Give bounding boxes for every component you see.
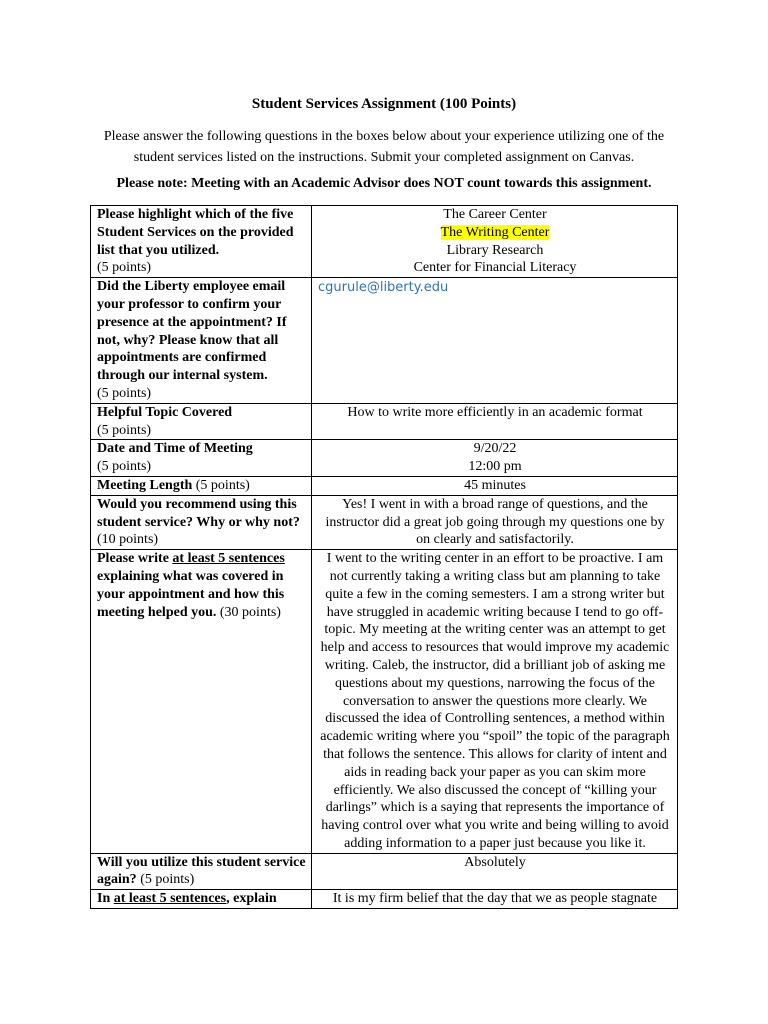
- points-text: (5 points): [140, 872, 195, 888]
- table-row: [91, 853, 678, 890]
- question-cell: [91, 550, 312, 854]
- question-suffix: , explain: [226, 891, 277, 907]
- question-text: Date and Time of Meeting: [97, 441, 253, 457]
- service-option: Center for Financial Literacy: [413, 260, 577, 276]
- question-prefix: In: [97, 891, 114, 907]
- points-text: (30 points): [219, 604, 281, 620]
- points-text: (5 points): [97, 385, 152, 401]
- question-text: [97, 891, 277, 906]
- question-cell: [91, 853, 312, 890]
- email-address: cgurule@liberty.edu: [318, 280, 449, 296]
- answer-cell: It is my firm belief that the day that we as people stagnate: [312, 890, 678, 909]
- question-prefix: Please write: [97, 551, 173, 567]
- meeting-date: 9/20/22: [473, 441, 517, 457]
- answer-cell: 45 minutes: [312, 476, 678, 495]
- table-row: [91, 890, 678, 909]
- table-row: [91, 550, 678, 854]
- meeting-time: 12:00 pm: [468, 459, 522, 475]
- intro-paragraph: Please answer the following questions in the boxes below about your experience utilizing one of the student services listed on the instructions. Submit your completed assignment on Canvas.: [103, 129, 665, 165]
- answer-cell: Absolutely: [312, 853, 678, 890]
- answer-cell: I went to the writing center in an effort to be proactive. I am not currently taking a writing class but am planning to take quite a few in the coming semesters. I am a strong writer but have struggled in academic writing because I tend to go off-topic. My meeting at the writing center was an attempt to get help and access to resources that would improve my academic writing. Caleb, the instructor, did a brilliant job of asking me questions about my questions, narrowing the focus of the conversation to answer the questions more clearly. We discussed the idea of Controlling sentences, a method within academic writing where you “spoil” the topic of the paragraph that follows the sentence. This allows for clarity of intent and aids in reading back your paper as you can skim more efficiently. We also discussed the concept of “killing your darlings” which is a saying that represents the importance of having control over what you write and being willing to avoid adding information to a paper just because you like it.: [312, 550, 678, 854]
- answer-cell: Yes! I went in with a broad range of questions, and the instructor did a great job going through my questions one by on clearly and satisfactorily.: [312, 495, 678, 549]
- question-cell: [91, 440, 312, 477]
- question-text: Would you recommend using this student service? Why or why not?: [97, 496, 300, 530]
- question-emphasis: at least 5 sentences: [113, 891, 227, 907]
- answer-cell: [312, 278, 678, 404]
- question-cell: [91, 403, 312, 440]
- question-text: Did the Liberty employee email your professor to confirm your presence at the appointment? If not, why? Please know that all appointments are confirmed through our internal system.: [97, 279, 287, 384]
- table-row: [91, 206, 678, 278]
- question-emphasis: at least 5 sentences: [172, 551, 285, 567]
- question-cell: [91, 495, 312, 549]
- note-paragraph: Please note: Meeting with an Academic Advisor does NOT count towards this assignment.: [116, 176, 652, 191]
- points-text: (5 points): [97, 422, 152, 438]
- table-row: [91, 440, 678, 477]
- question-suffix: explaining what was covered in your appointment and how this meeting helped you.: [97, 568, 285, 620]
- points-text: (10 points): [97, 532, 159, 548]
- question-cell: [91, 278, 312, 404]
- answer-cell: [312, 440, 678, 477]
- points-text: (5 points): [97, 260, 152, 276]
- service-option-highlighted: The Writing Center: [440, 224, 550, 240]
- question-cell: [91, 206, 312, 278]
- question-text: Helpful Topic Covered: [97, 404, 233, 420]
- question-text: Please highlight which of the five Student Services on the provided list that you utilized.: [97, 207, 294, 258]
- points-text: (5 points): [97, 459, 152, 475]
- table-row: [91, 495, 678, 549]
- table-row: [91, 278, 678, 404]
- question-text: Will you utilize this student service again?: [97, 854, 306, 888]
- assignment-table: [90, 205, 678, 909]
- answer-cell: How to write more efficiently in an academic format: [312, 403, 678, 440]
- table-row: [91, 476, 678, 495]
- points-text: (5 points): [195, 477, 250, 493]
- service-option: Library Research: [446, 242, 544, 258]
- answer-cell: [312, 206, 678, 278]
- question-cell: [91, 890, 312, 909]
- table-row: [91, 403, 678, 440]
- question-cell: [91, 476, 312, 495]
- service-option: The Career Center: [443, 207, 547, 222]
- question-text: Meeting Length: [97, 477, 193, 493]
- page-title: Student Services Assignment (100 Points): [251, 96, 517, 112]
